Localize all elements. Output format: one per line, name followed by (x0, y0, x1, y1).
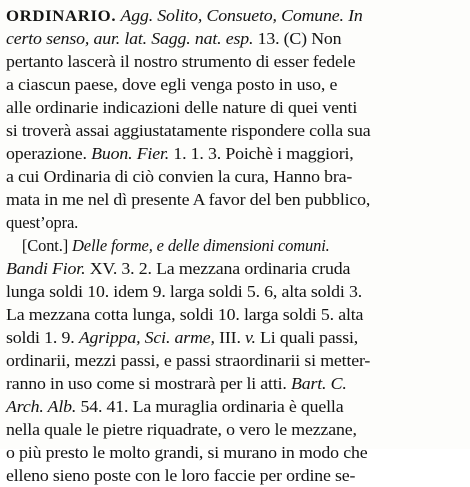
entry-text: 1. 1. 3. Poichè i maggiori, (169, 144, 354, 163)
entry-line (6, 142, 354, 165)
entry-text: lunga soldi 10. idem 9. larga soldi 5. 6, alta soldi 3. (6, 282, 363, 301)
entry-text: operazione. (6, 144, 92, 163)
entry-text: si troverà assai aggiustatamente rispondere colla sua (6, 121, 371, 140)
italic-text: Bart. C. (291, 374, 347, 393)
entry-text: o più presto le molto grandi, si murano in modo che (6, 443, 368, 462)
entry-line (6, 211, 78, 234)
entry-line (6, 464, 355, 487)
entry-text: ranno in uso come si mostrarà per li atti. (6, 374, 292, 393)
entry-text: III. (214, 328, 246, 347)
entry-text: a cui Ordinaria di ciò convien la cura, Hanno bra- (6, 167, 353, 186)
entry-headword: ORDINARIO. (6, 8, 117, 25)
entry-line (6, 119, 371, 142)
italic-text: Buon. Fier. (91, 144, 170, 163)
entry-line (6, 326, 358, 349)
entry-line (6, 418, 357, 441)
entry-line (6, 234, 330, 257)
entry-text: quest’opra. (6, 213, 79, 232)
italic-text: Delle forme, e delle dimensioni comuni. (72, 236, 330, 255)
entry-line (6, 303, 363, 326)
entry-line (6, 165, 352, 188)
entry-line (6, 50, 355, 73)
entry-text: a ciascun paese, dove egli venga posto in uso, e (6, 75, 338, 94)
entry-line (6, 188, 370, 211)
entry-line (6, 96, 357, 119)
entry-line (6, 280, 362, 303)
entry-text: soldi 1. 9. (6, 328, 79, 347)
entry-text: mata in me nel dì presente A favor del ben pubblico, (6, 190, 371, 209)
entry-line (6, 73, 337, 96)
entry-line (6, 441, 367, 464)
entry-text: ordinarii, mezzi passi, e passi straordinarii si metter- (6, 351, 371, 370)
italic-text: v. (245, 328, 256, 347)
entry-line (6, 27, 341, 50)
entry-line (6, 395, 343, 418)
entry-text: 54. 41. La muraglia ordinaria è quella (76, 397, 344, 416)
entry-text: 13. (C) Non (253, 29, 342, 48)
entry-text: La mezzana cotta lunga, soldi 10. larga soldi 5. alta (6, 305, 364, 324)
entry-line (6, 349, 370, 372)
entry-text: alle ordinarie indicazioni delle nature di quei venti (6, 98, 358, 117)
italic-text: certo senso, aur. lat. Sagg. nat. esp. (6, 29, 254, 48)
italic-text: Agrippa, Sci. arme, (78, 328, 215, 347)
entry-text: nella quale le pietre riquadrate, o vero le mezzane, (6, 420, 357, 439)
entry-text: elleno sieno poste con le loro faccie per ordine se- (6, 466, 356, 485)
entry-line (6, 4, 363, 27)
entry-text: [Cont.] (6, 236, 73, 255)
entry-line (6, 372, 347, 395)
entry-text: Li quali passi, (255, 328, 359, 347)
entry-line (6, 257, 350, 280)
italic-text: Arch. Alb. (6, 397, 77, 416)
italic-text: Bandi Fior. (6, 259, 86, 278)
italic-text: Agg. Solito, Consueto, Comune. In (120, 6, 363, 25)
entry-text: XV. 3. 2. La mezzana ordinaria cruda (85, 259, 351, 278)
entry-text: pertanto lascerà il nostro strumento di esser fedele (6, 52, 356, 71)
